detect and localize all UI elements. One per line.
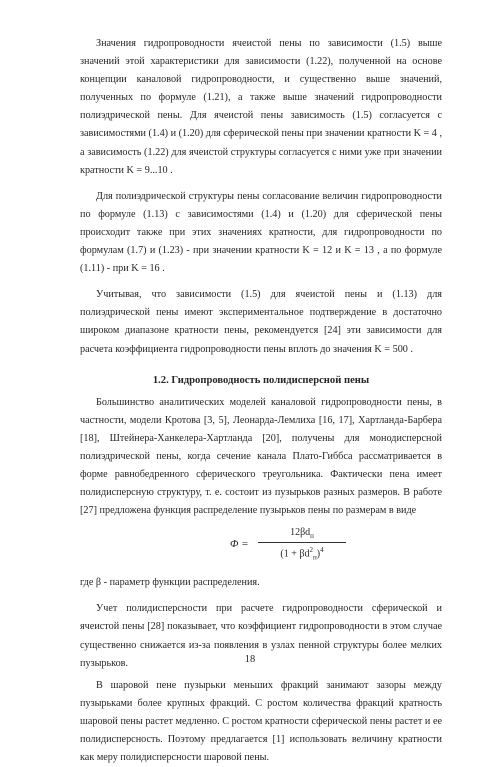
formula-numerator: $12\beta d_п$ — [258, 527, 346, 543]
distribution-formula — [80, 524, 442, 572]
paragraph-3: Учитывая, что зависимости (1.5) для ячеистой пены и (1.13) для полиэдрической пены имеют экспериментальное подтверждение в достаточно широком диапазоне кратности пены, рекомендуется [24] эти зависимости для расчета коэффициента гидропроводности пены вплоть до значения K = 500 . — [80, 289, 442, 355]
paragraph-6: Учет полидисперсности при расчете гидропроводности сферической и ячеистой пены [28] показывает, что коэффициент гидропроводности в этом случае существенно снижается из-за появления в узлах пенной структуры более мелких пузырьков. — [80, 603, 442, 669]
formula-fraction — [258, 527, 346, 561]
paragraph-2: Для полиэдрической структуры пены согласование величин гидропроводности по формуле (1.13) с зависимостями (1.4) и (1.20) для сферической пены происходит также при этих значениях кратности, для гидропроводности по формулам (1.7) и (1.23) - при значении кратности K = 12 и K = 13 , а по формуле (1.11) - при K = 16 . — [80, 190, 442, 275]
paragraph-4: Большинство аналитических моделей каналовой гидропроводности пены, в частности, модели Кротова [3, 5], Леонарда-Лемлиха [16, 17], Хартланда-Барбера [18], Штейнера-Ханкелера-Хартланда [20], получены для монодисперсной полиэдрической пены, когда сечение канала Плато-Гиббса рассматривается в форме равнобедренного сферического треугольника. Фактически пена имеет полидисперсную структуру, т. е. состоит из пузырьков разных размеров. В работе [27] предложена функция распределение пузырьков пены по размерам в виде — [80, 396, 442, 517]
paragraph-5: где β - параметр функции распределения. — [80, 577, 260, 589]
paragraph-1: Значения гидропроводности ячеистой пены по зависимости (1.5) выше значений этой характеристики для зависимости (1.22), полученной на основе концепции каналовой гидропроводности, и существенно выше значений, полученных по формуле (1.21), а также выше значений гидропроводности полиэдрической пены. Для ячеистой пены зависимость (1.5) согласуется с зависимостями (1.4) и (1.20) для сферической пены при значении кратности K = 4 , а зависимость (1.22) для ячеистой структуры согласуется с ними уже при значении кратности K = 9...10 . — [80, 38, 442, 176]
formula-denominator: $(1 + \beta d^2_п)^4$ — [280, 546, 324, 562]
section-heading: 1.2. Гидропроводность полидисперсной пены — [152, 374, 370, 386]
formula-lhs: Φ = — [230, 538, 249, 551]
page-number: 18 — [244, 654, 256, 665]
paragraph-7: В шаровой пене пузырьки меньших фракций занимают зазоры между пузырьками более крупных фракций. С ростом количества фракций кратность шаровой пены растет медленно. С ростом кратности сферической пены растет и ее полидисперсность. Поэтому предлагается [1] использовать величину кратности как меру полидисперсности шаровой пены. — [80, 679, 442, 764]
